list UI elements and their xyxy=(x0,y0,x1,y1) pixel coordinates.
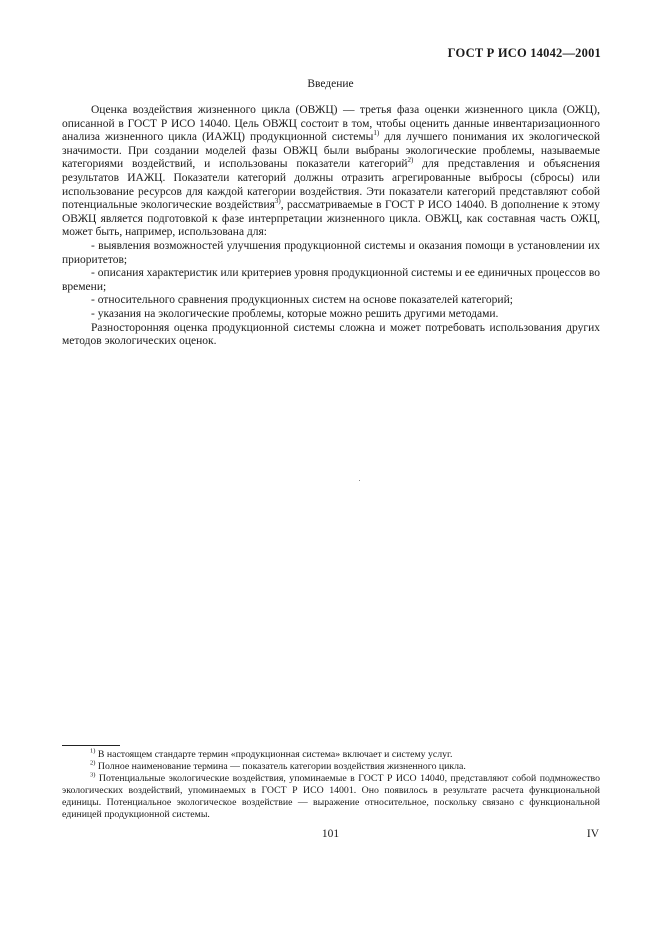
section-roman-numeral: IV xyxy=(586,828,599,840)
intro-text-2: для лучшего понимания их экологической значимости. При создании моделей фазы ОВЖЦ были выбраны экологические проблемы, называемые категориями воздействий, и использованы показатели категорий xyxy=(62,131,600,171)
footnote xyxy=(62,761,600,773)
footnote-text: В настоящем стандарте термин «продукционная система» включает и систему услуг. xyxy=(95,749,453,760)
footnote-ref-3: 3) xyxy=(274,197,281,206)
main-text xyxy=(62,104,600,349)
intro-text-4: , рассматриваемые в ГОСТ Р ИСО 14040. В дополнение к этому ОВЖЦ является подготовкой к фазе интерпретации жизненного цикла. ОВЖЦ, как составная часть ОЖЦ, может быть, например, использована для: xyxy=(62,199,601,239)
bullet-item: - описания характеристик или критериев уровня продукционной системы и ее единичных процессов во времени; xyxy=(62,267,600,293)
bullet-item: - выявления возможностей улучшения продукционной системы и оказания помощи в установлении их приоритетов; xyxy=(62,239,600,266)
bullet-item: - относительного сравнения продукционных систем на основе показателей категорий; xyxy=(91,294,513,307)
footnotes xyxy=(62,749,600,820)
footnote-ref-2: 2) xyxy=(407,156,414,165)
section-title: Введение xyxy=(307,78,354,90)
bullet-item: - указания на экологические проблемы, которые можно решить другими методами. xyxy=(91,307,499,320)
scan-speck xyxy=(359,480,360,481)
footnote-divider xyxy=(62,745,120,746)
footnote-marker: 3) xyxy=(90,771,96,779)
footnote-ref-1: 1) xyxy=(373,129,380,138)
standard-code-header: ГОСТ Р ИСО 14042—2001 xyxy=(447,46,601,60)
footnote xyxy=(62,773,600,821)
intro-text-1: Оценка воздействия жизненного цикла (ОВЖЦ) — третья фаза оценки жизненного цикла (ОЖЦ), описанной в ГОСТ Р ИСО 14040. Цель ОВЖЦ состоит в том, чтобы оценить данные инвентаризационного анализа жизненного цикла (ИАЖЦ) продукционной системы xyxy=(62,104,600,144)
intro-text-3: для представления и объяснения результатов ИАЖЦ. Показатели категорий должны отразить агрегированные выбросы (сбросы) или использование ресурсов для каждой категории воздействия. Эти показатели категорий представляют собой потенциальные экологические воздействия xyxy=(62,158,600,212)
footnote xyxy=(62,749,600,761)
page-number: 101 xyxy=(321,828,340,840)
footnote-marker: 1) xyxy=(90,747,96,755)
closing-paragraph: Разносторонняя оценка продукционной системы сложна и может потребовать использования других методов экологических оценок. xyxy=(62,321,600,348)
footnote-text: Полное наименование термина — показатель категории воздействия жизненного цикла. xyxy=(95,760,466,772)
footnote-text: Потенциальные экологические воздействия, упоминаемые в ГОСТ Р ИСО 14040, представляют собой подмножество экологических воздействий, упоминаемых в ГОСТ Р ИСО 14001. Оно появилось в результате расчета функциональной единицы. Потенциальное экологическое воздействие — выражение относительное, поскольку связано с функциональной единицей продукционной системы. xyxy=(62,772,600,820)
intro-paragraph xyxy=(62,104,600,240)
footnote-marker: 2) xyxy=(90,759,96,767)
